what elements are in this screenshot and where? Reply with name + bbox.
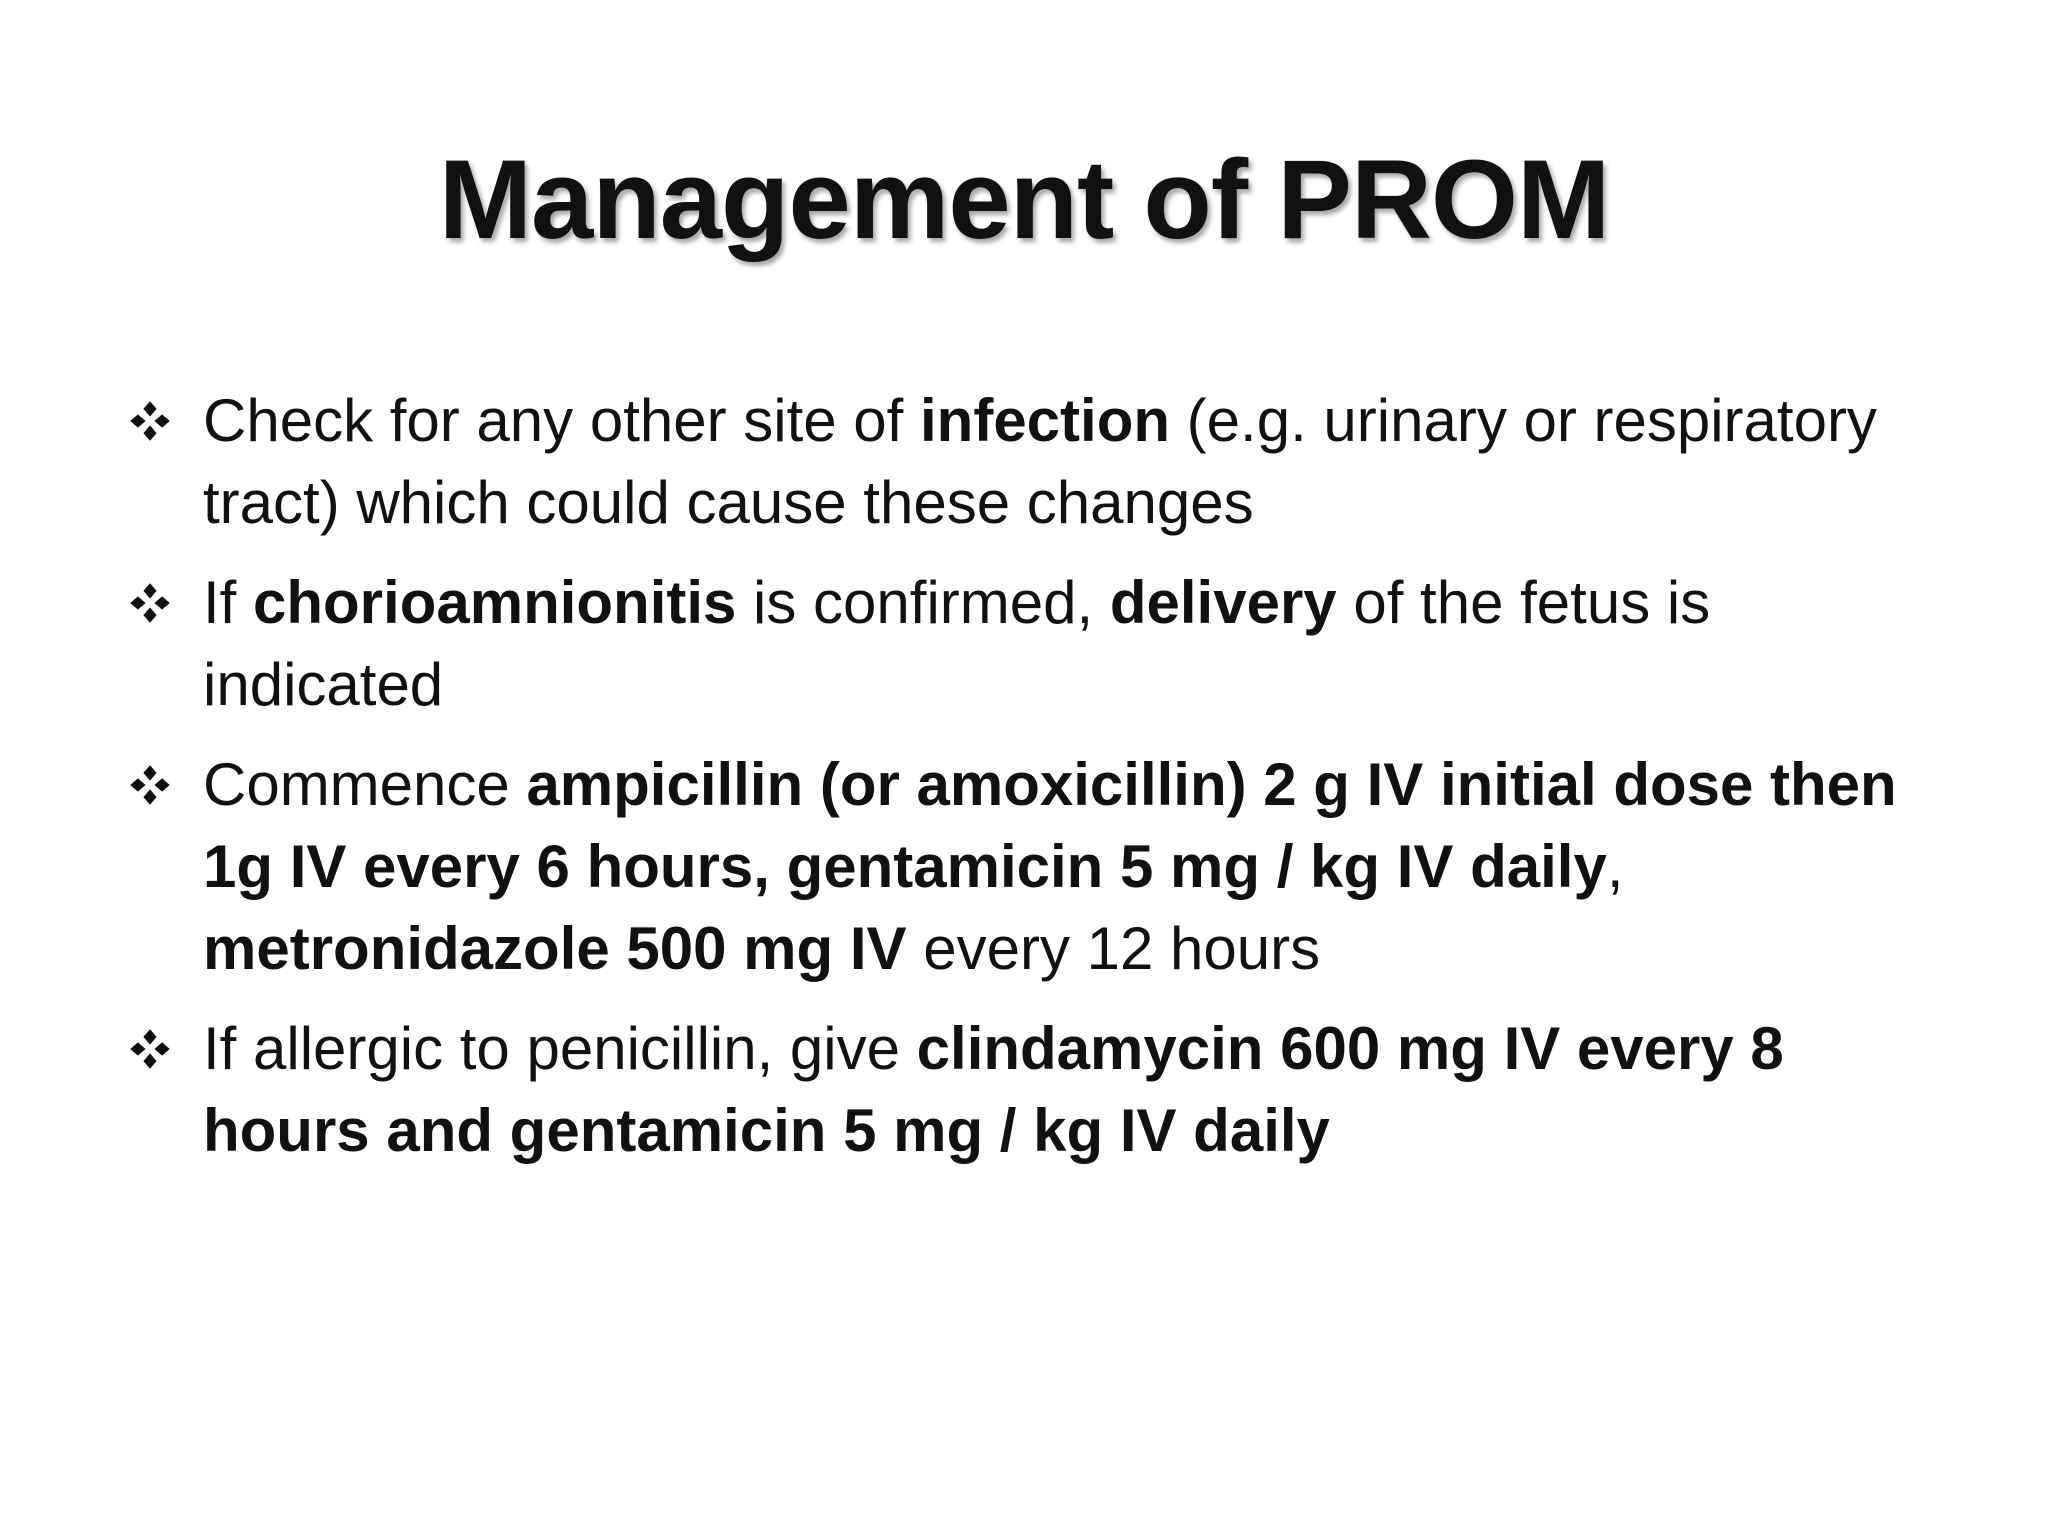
bullet-item bbox=[128, 562, 1928, 726]
bullet-item bbox=[128, 744, 1928, 990]
four-diamond-icon bbox=[128, 380, 180, 462]
bullet-text: Commence ampicillin (or amoxicillin) 2 g IV initial dose then 1g IV every 6 hours, gentamicin 5 mg / kg IV daily, metronidazole 500 mg IV every 12 hours bbox=[203, 751, 1897, 982]
four-diamond-icon bbox=[128, 562, 180, 644]
four-diamond-icon bbox=[128, 744, 180, 826]
bullet-text: If allergic to penicillin, give clindamycin 600 mg IV every 8 hours and gentamicin 5 mg / kg IV daily bbox=[203, 1015, 1784, 1164]
slide-title: Management of PROM bbox=[438, 137, 1610, 262]
bullet-text: If chorioamnionitis is confirmed, delivery of the fetus is indicated bbox=[203, 569, 1711, 718]
bullet-text: Check for any other site of infection (e.g. urinary or respiratory tract) which could cause these changes bbox=[203, 387, 1877, 536]
bullet-item bbox=[128, 380, 1928, 544]
bullet-item bbox=[128, 1008, 1928, 1172]
bullet-list bbox=[128, 380, 1928, 1190]
four-diamond-icon bbox=[128, 1008, 180, 1090]
